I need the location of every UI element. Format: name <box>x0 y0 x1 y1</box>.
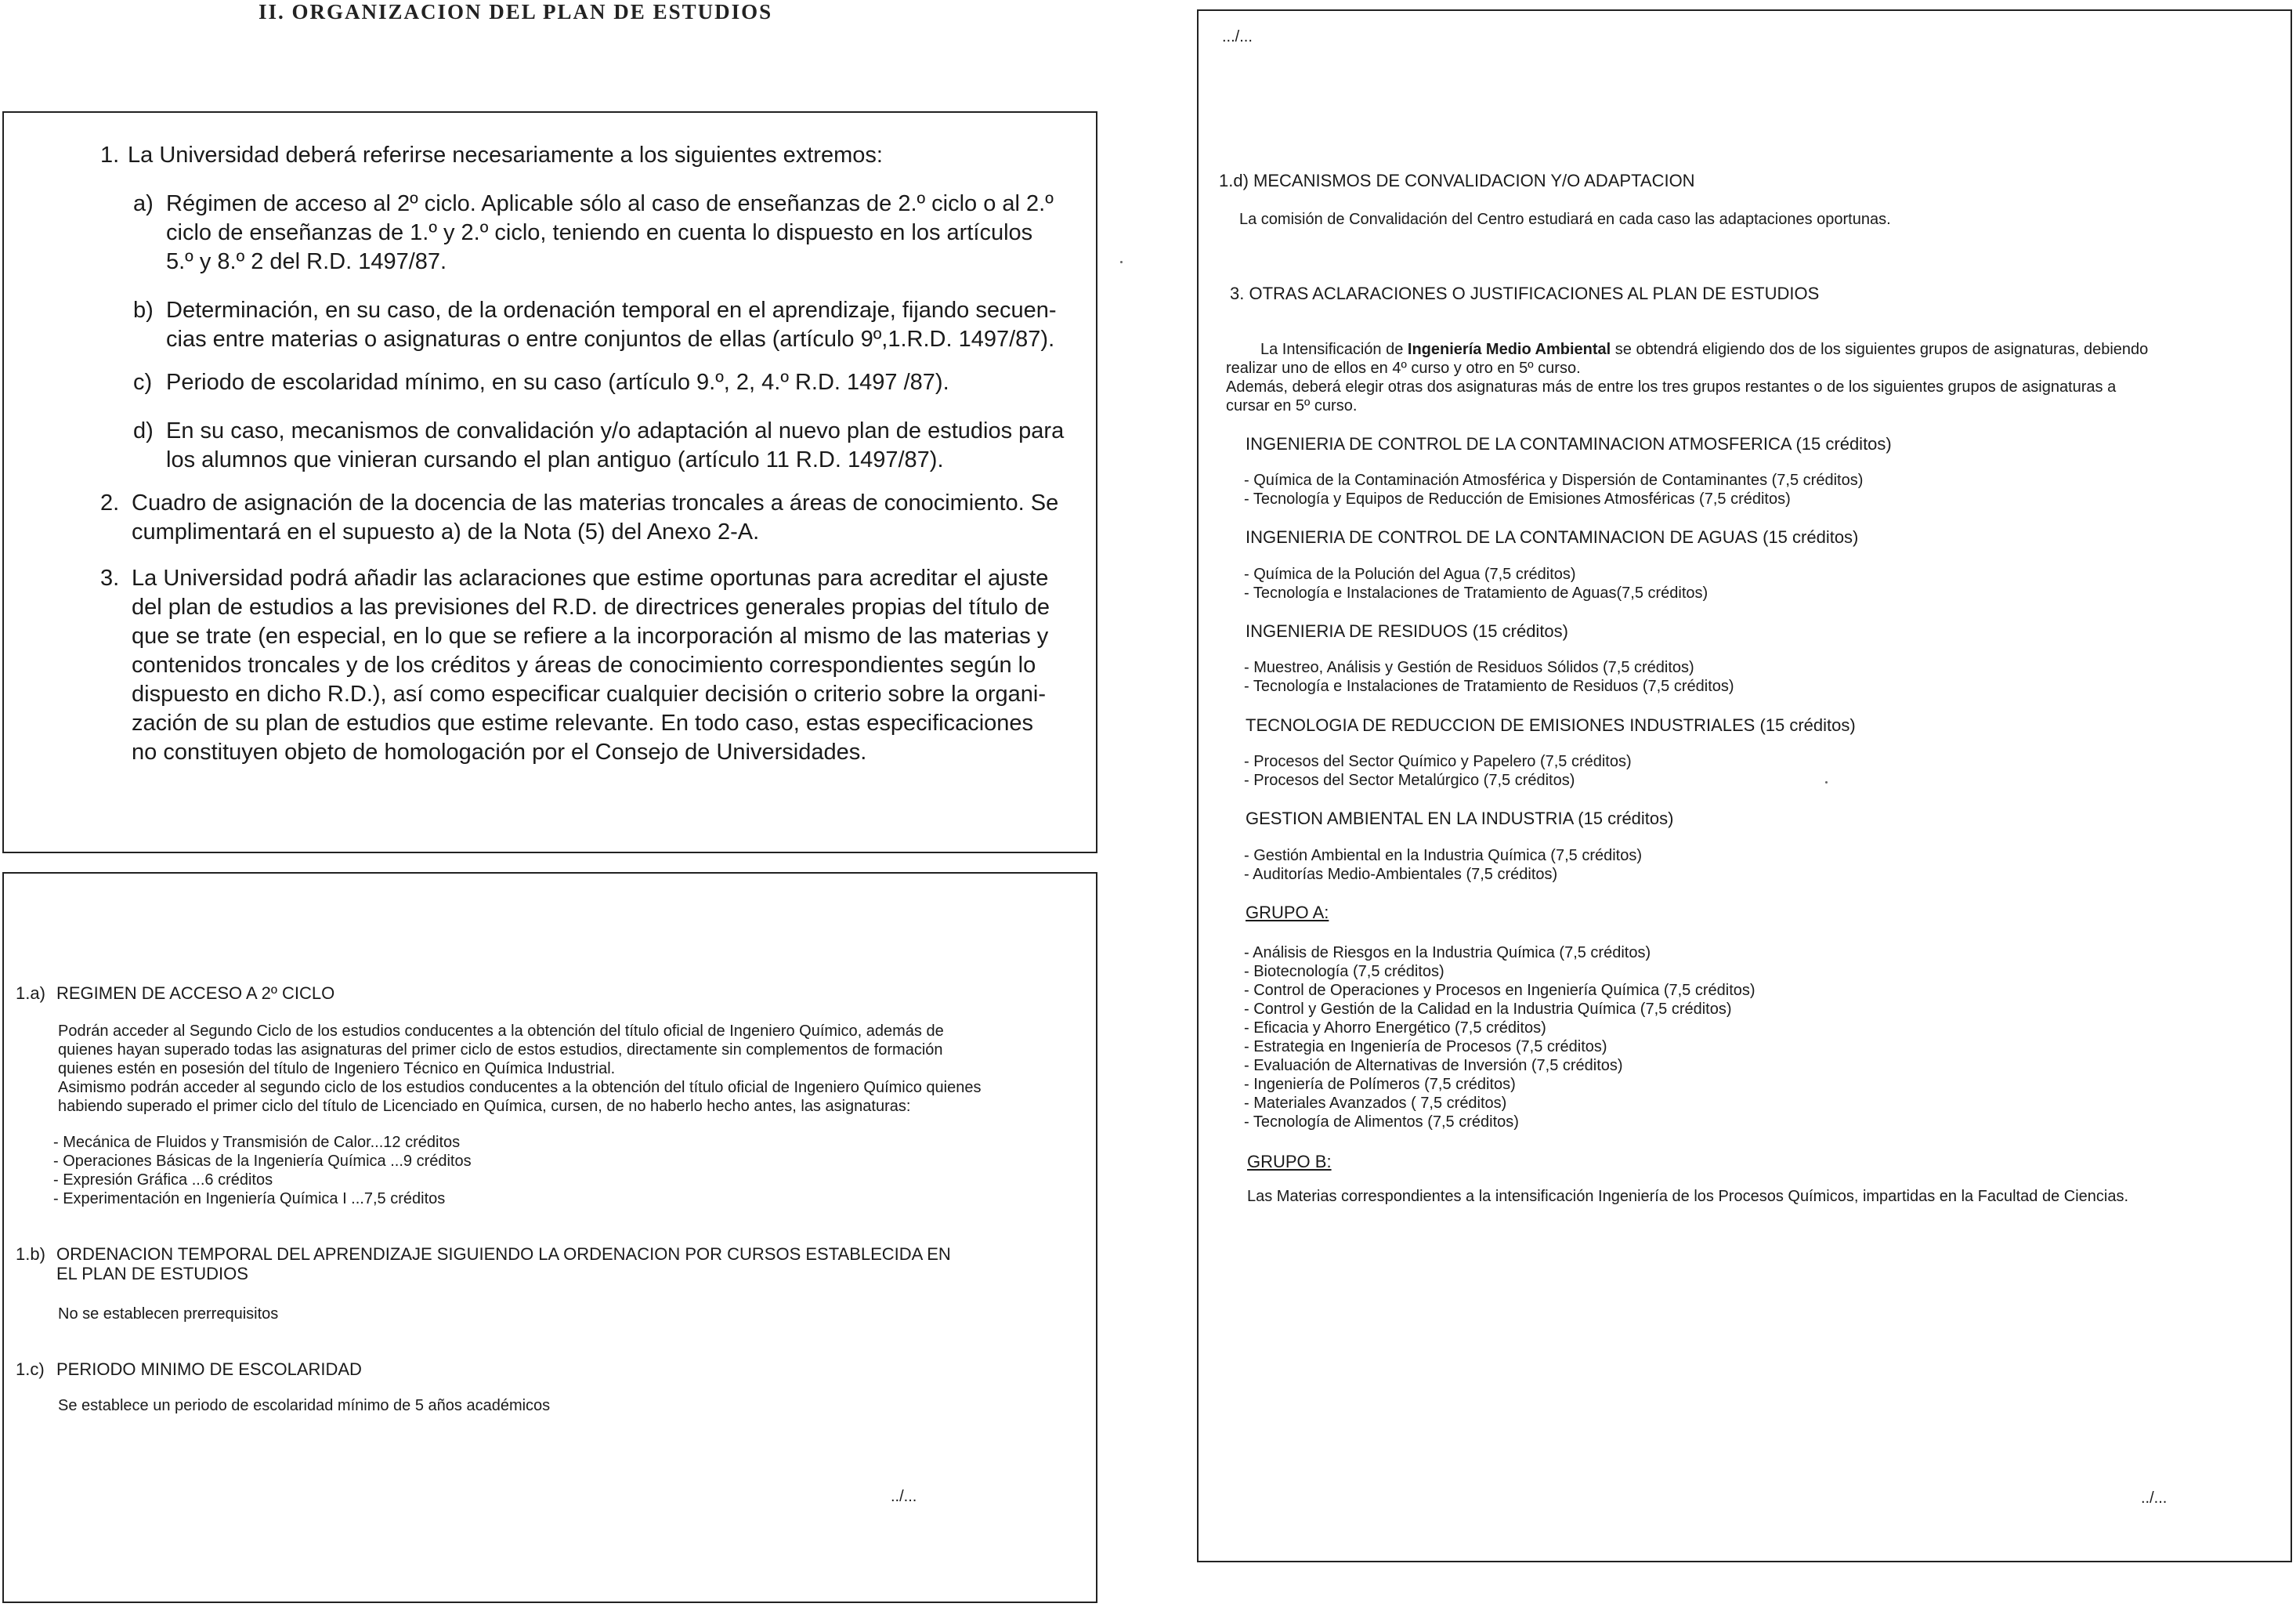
section-1b-text: No se establecen prerrequisitos <box>58 1305 279 1323</box>
item-1b-line: Determinación, en su caso, de la ordenación temporal en el aprendizaje, fijando secuen- <box>166 298 1057 323</box>
group-items <box>1244 565 1708 603</box>
item-2-number: 2. <box>100 490 120 516</box>
list-item: - Muestreo, Análisis y Gestión de Residuos Sólidos (7,5 créditos) <box>1244 659 1694 676</box>
item-3-line: dispuesto en dicho R.D.), así como especificar cualquier decisión o criterio sobre la organi- <box>132 682 1047 707</box>
list-item: - Química de la Polución del Agua (7,5 créditos) <box>1244 566 1576 583</box>
intro-line <box>1226 340 2148 359</box>
intro-line: Además, deberá elegir otras dos asignaturas más de entre los tres grupos restantes o de los siguientes grupos de asignaturas a <box>1226 378 2117 396</box>
section-1a-number: 1.a) <box>16 983 45 1003</box>
list-item: - Procesos del Sector Químico y Papelero (7,5 créditos) <box>1244 753 1632 770</box>
group-items <box>1244 471 1863 509</box>
intro-bold: Ingeniería Medio Ambiental <box>1407 341 1611 358</box>
list-item: - Control y Gestión de la Calidad en la Industria Química (7,5 créditos) <box>1244 1001 1732 1018</box>
page-title: II. ORGANIZACION DEL PLAN DE ESTUDIOS <box>259 0 773 24</box>
item-3-line: que se trate (en especial, en lo que se refiere a la incorporación al mismo de las materias y <box>132 624 1049 649</box>
group-title: GESTION AMBIENTAL EN LA INDUSTRIA (15 créditos) <box>1246 809 1674 828</box>
list-item: - Auditorías Medio-Ambientales (7,5 créditos) <box>1244 866 1558 883</box>
item-1a-line: Régimen de acceso al 2º ciclo. Aplicable sólo al caso de enseñanzas de 2.º ciclo o al 2.º <box>166 191 1054 216</box>
intro-line: cursar en 5º curso. <box>1226 397 1358 414</box>
item-1a-label: a) <box>133 191 154 216</box>
group-title: INGENIERIA DE CONTROL DE LA CONTAMINACION DE AGUAS (15 créditos) <box>1246 527 1859 547</box>
section-3-intro <box>1226 340 2148 415</box>
paragraph-line: Asimismo podrán acceder al segundo ciclo de los estudios conducentes a la obtención del título oficial de Ingeniero Químico quienes <box>58 1079 982 1096</box>
list-item: - Biotecnología (7,5 créditos) <box>1244 963 1444 980</box>
access-box <box>2 872 1097 1603</box>
list-item: - Ingeniería de Polímeros (7,5 créditos) <box>1244 1076 1516 1093</box>
list-item: - Gestión Ambiental en la Industria Química (7,5 créditos) <box>1244 847 1643 864</box>
section-1a-heading: REGIMEN DE ACCESO A 2º CICLO <box>56 983 335 1003</box>
item-3-line: contenidos troncales y de los créditos y áreas de conocimiento correspondientes según lo <box>132 653 1036 678</box>
item-1-text: La Universidad deberá referirse necesariamente a los siguientes extremos: <box>128 143 883 168</box>
list-item: - Mecánica de Fluidos y Transmisión de Calor...12 créditos <box>53 1134 461 1151</box>
item-1a-text <box>166 190 1054 277</box>
list-item: - Procesos del Sector Metalúrgico (7,5 créditos) <box>1244 772 1575 789</box>
list-item: - Eficacia y Ahorro Energético (7,5 créditos) <box>1244 1019 1546 1037</box>
scan-speck <box>1120 261 1123 263</box>
list-item: - Tecnología y Equipos de Reducción de Emisiones Atmosféricas (7,5 créditos) <box>1244 490 1791 508</box>
item-1b-line: cias entre materias o asignaturas o entre conjuntos de ellas (artículo 9º,1.R.D. 1497/87). <box>166 327 1055 352</box>
item-1d-line: los alumnos que vinieran cursando el plan antiguo (artículo 11 R.D. 1497/87). <box>166 447 944 472</box>
group-items <box>1244 658 1734 696</box>
grupo-b-text: Las Materias correspondientes a la intensificación Ingeniería de los Procesos Químicos, impartidas en la Facultad de Ciencias. <box>1247 1188 2129 1205</box>
list-item: - Operaciones Básicas de la Ingeniería Química ...9 créditos <box>53 1153 472 1170</box>
paragraph-line: quienes estén en posesión del título de Ingeniero Técnico en Química Industrial. <box>58 1060 616 1077</box>
group-items <box>1244 846 1642 884</box>
item-1-number: 1. <box>100 143 120 168</box>
section-1c-text: Se establece un periodo de escolaridad mínimo de 5 años académicos <box>58 1397 551 1414</box>
item-1a-line: ciclo de enseñanzas de 1.º y 2.º ciclo, teniendo en cuenta lo dispuesto en los artículos <box>166 220 1033 245</box>
item-3-text <box>132 564 1050 767</box>
item-1c-line: Periodo de escolaridad mínimo, en su caso (artículo 9.º, 2, 4.º R.D. 1497 /87). <box>166 370 949 395</box>
section-3-heading: 3. OTRAS ACLARACIONES O JUSTIFICACIONES AL PLAN DE ESTUDIOS <box>1230 284 1820 303</box>
group-title: INGENIERIA DE CONTROL DE LA CONTAMINACION ATMOSFERICA (15 créditos) <box>1246 434 1892 454</box>
group-title: INGENIERIA DE RESIDUOS (15 créditos) <box>1246 621 1568 641</box>
list-item: - Control de Operaciones y Procesos en Ingeniería Química (7,5 créditos) <box>1244 982 1755 999</box>
item-1d-text <box>166 417 1064 475</box>
continuation-mark: ../... <box>891 1488 917 1505</box>
grupo-a-title: GRUPO A: <box>1246 903 1329 922</box>
intro-line: realizar uno de ellos en 4º curso y otro en 5º curso. <box>1226 360 1581 377</box>
section-1a-paragraph <box>58 1022 982 1116</box>
item-1a-line: 5.º y 8.º 2 del R.D. 1497/87. <box>166 249 447 274</box>
paragraph-line: habiendo superado el primer ciclo del título de Licenciado en Química, cursen, de no haberlo hecho antes, las asignaturas: <box>58 1098 911 1115</box>
list-item: - Tecnología e Instalaciones de Tratamiento de Residuos (7,5 créditos) <box>1244 678 1734 695</box>
item-1b-label: b) <box>133 298 154 323</box>
continuation-top: .../... <box>1222 28 1253 45</box>
paragraph-line: quienes hayan superado todas las asignaturas del primer ciclo de estos estudios, directamente sin complementos de formación <box>58 1041 943 1059</box>
list-item: - Materiales Avanzados ( 7,5 créditos) <box>1244 1095 1507 1112</box>
item-1b-text <box>166 296 1057 354</box>
item-3-line: zación de su plan de estudios que estime relevante. En todo caso, estas especificaciones <box>132 711 1034 736</box>
item-3-number: 3. <box>100 566 120 591</box>
section-1b-number: 1.b) <box>16 1244 45 1264</box>
grupo-b-title: GRUPO B: <box>1247 1152 1332 1171</box>
item-2-line: cumplimentará en el supuesto a) de la Nota (5) del Anexo 2-A. <box>132 519 760 545</box>
list-item: - Estrategia en Ingeniería de Procesos (7,5 créditos) <box>1244 1038 1607 1055</box>
item-3-line: del plan de estudios a las previsiones del R.D. de directrices generales propias del título de <box>132 595 1050 620</box>
continuation-mark: ../... <box>2141 1489 2168 1507</box>
paragraph-line: Podrán acceder al Segundo Ciclo de los estudios conducentes a la obtención del título oficial de Ingeniero Químico, además de <box>58 1022 944 1040</box>
scan-speck <box>1825 781 1828 784</box>
item-1c-label: c) <box>133 370 153 395</box>
list-item: - Análisis de Riesgos en la Industria Química (7,5 créditos) <box>1244 944 1651 961</box>
item-2-line: Cuadro de asignación de la docencia de las materias troncales a áreas de conocimiento. Se <box>132 490 1059 516</box>
list-item: - Tecnología de Alimentos (7,5 créditos) <box>1244 1113 1519 1131</box>
section-1b-heading <box>56 1244 951 1283</box>
list-item: - Expresión Gráfica ...6 créditos <box>53 1171 273 1189</box>
section-1d-heading: 1.d) MECANISMOS DE CONVALIDACION Y/O ADAPTACION <box>1219 171 1695 190</box>
section-1c-number: 1.c) <box>16 1359 45 1379</box>
list-item: - Química de la Contaminación Atmosférica y Dispersión de Contaminantes (7,5 créditos) <box>1244 472 1864 489</box>
intro-post: se obtendrá eligiendo dos de los siguientes grupos de asignaturas, debiendo <box>1611 341 2149 358</box>
section-1c-heading: PERIODO MINIMO DE ESCOLARIDAD <box>56 1359 362 1379</box>
group-items <box>1244 752 1632 790</box>
intro-pre: La Intensificación de <box>1260 341 1408 358</box>
section-1d-text: La comisión de Convalidación del Centro estudiará en cada caso las adaptaciones oportunas. <box>1239 211 1891 228</box>
list-item: - Evaluación de Alternativas de Inversión (7,5 créditos) <box>1244 1057 1623 1074</box>
item-1d-line: En su caso, mecanismos de convalidación y/o adaptación al nuevo plan de estudios para <box>166 418 1065 443</box>
item-1c-text <box>166 368 949 397</box>
heading-line: ORDENACION TEMPORAL DEL APRENDIZAJE SIGUIENDO LA ORDENACION POR CURSOS ESTABLECIDA EN <box>56 1244 951 1264</box>
grupo-a-items <box>1244 943 1755 1131</box>
item-1d-label: d) <box>133 418 154 443</box>
group-title: TECNOLOGIA DE REDUCCION DE EMISIONES INDUSTRIALES (15 créditos) <box>1246 715 1856 735</box>
item-3-line: no constituyen objeto de homologación por el Consejo de Universidades. <box>132 740 867 765</box>
item-2-text <box>132 489 1058 547</box>
list-item: - Tecnología e Instalaciones de Tratamiento de Aguas(7,5 créditos) <box>1244 585 1708 602</box>
item-3-line: La Universidad podrá añadir las aclaraciones que estime oportunas para acreditar el ajuste <box>132 566 1049 591</box>
heading-line: EL PLAN DE ESTUDIOS <box>56 1264 248 1283</box>
list-item: - Experimentación en Ingeniería Química I ...7,5 créditos <box>53 1190 446 1207</box>
section-1a-subjects <box>53 1133 472 1208</box>
